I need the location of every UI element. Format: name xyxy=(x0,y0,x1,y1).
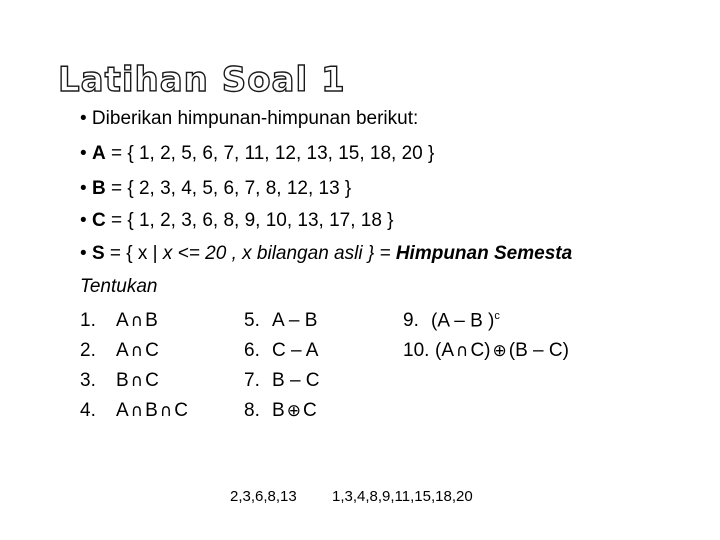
symmetric-difference-icon: ⊕ xyxy=(492,341,507,361)
question-8 xyxy=(244,400,317,422)
tentukan-label: Tentukan xyxy=(80,276,158,297)
operand: A xyxy=(116,310,129,331)
question-4 xyxy=(80,400,188,422)
question-5 xyxy=(244,310,317,332)
question-9 xyxy=(403,310,500,332)
question-number: 10. xyxy=(403,340,430,361)
set-c-name: C xyxy=(91,210,106,231)
question-expr: B – C xyxy=(272,370,320,391)
bullet: • xyxy=(80,243,92,264)
operand: C xyxy=(302,400,317,421)
intersection-icon: ∩ xyxy=(130,371,144,391)
answer-1: 2,3,6,8,13 xyxy=(230,488,297,505)
set-b-line xyxy=(80,178,351,200)
operand: C) xyxy=(470,340,491,361)
question-expr: C – A xyxy=(272,340,319,361)
operand: A xyxy=(116,400,129,421)
operand: A xyxy=(116,340,129,361)
set-s-name: S xyxy=(91,243,105,264)
intersection-icon: ∩ xyxy=(456,341,469,361)
question-expr: (A – B ) xyxy=(431,310,495,332)
question-number: 9. xyxy=(403,310,419,332)
complement-superscript: c xyxy=(494,310,500,322)
operand: B xyxy=(145,400,158,421)
set-b-members: = { 2, 3, 4, 5, 6, 7, 8, 12, 13 } xyxy=(105,178,352,199)
operand: C xyxy=(174,400,189,421)
bullet: • xyxy=(80,143,92,164)
question-6 xyxy=(244,340,318,362)
question-number: 8. xyxy=(244,400,260,421)
intersection-icon: ∩ xyxy=(130,401,144,421)
set-b-name: B xyxy=(91,178,106,199)
answer-2: 1,3,4,8,9,11,15,18,20 xyxy=(332,488,473,505)
operand: C xyxy=(145,340,159,361)
operand: B xyxy=(145,310,158,331)
bullet: • xyxy=(80,210,92,231)
question-10 xyxy=(403,340,569,362)
operand: B xyxy=(116,370,129,391)
question-7 xyxy=(244,370,320,392)
intro-text: • Diberikan himpunan-himpunan berikut: xyxy=(80,108,419,129)
intersection-icon: ∩ xyxy=(159,401,173,421)
question-number: 5. xyxy=(244,310,260,331)
operand: B xyxy=(272,400,285,421)
set-s-open: = { x | xyxy=(104,243,163,264)
set-s-semesta: Himpunan Semesta xyxy=(395,243,573,264)
bullet: • xyxy=(80,178,92,199)
set-c-line xyxy=(80,210,394,232)
question-number: 3. xyxy=(80,370,96,391)
operand: (A xyxy=(435,340,454,361)
set-a-members: = { 1, 2, 5, 6, 7, 11, 12, 13, 15, 18, 20 } xyxy=(105,143,435,164)
set-c-members: = { 1, 2, 3, 6, 8, 9, 10, 13, 17, 18 } xyxy=(105,210,394,231)
question-number: 2. xyxy=(80,340,96,361)
intersection-icon: ∩ xyxy=(130,311,144,331)
set-a-line xyxy=(80,143,434,165)
set-s-condition: x <= 20 xyxy=(162,243,227,264)
question-1 xyxy=(80,310,158,332)
operand: (B – C) xyxy=(508,340,569,361)
question-expr: A – B xyxy=(272,310,318,331)
set-s-qualifier: , x bilangan asli } = xyxy=(226,243,396,264)
set-a-name: A xyxy=(91,143,106,164)
operand: C xyxy=(145,370,159,391)
intersection-icon: ∩ xyxy=(130,341,144,361)
set-s-line xyxy=(80,243,572,265)
question-3 xyxy=(80,370,159,392)
slide-title: Latihan Soal 1 xyxy=(58,60,346,100)
question-number: 6. xyxy=(244,340,260,361)
symmetric-difference-icon: ⊕ xyxy=(286,401,301,421)
question-number: 1. xyxy=(80,310,96,331)
question-2 xyxy=(80,340,159,362)
question-number: 7. xyxy=(244,370,260,391)
question-number: 4. xyxy=(80,400,96,421)
